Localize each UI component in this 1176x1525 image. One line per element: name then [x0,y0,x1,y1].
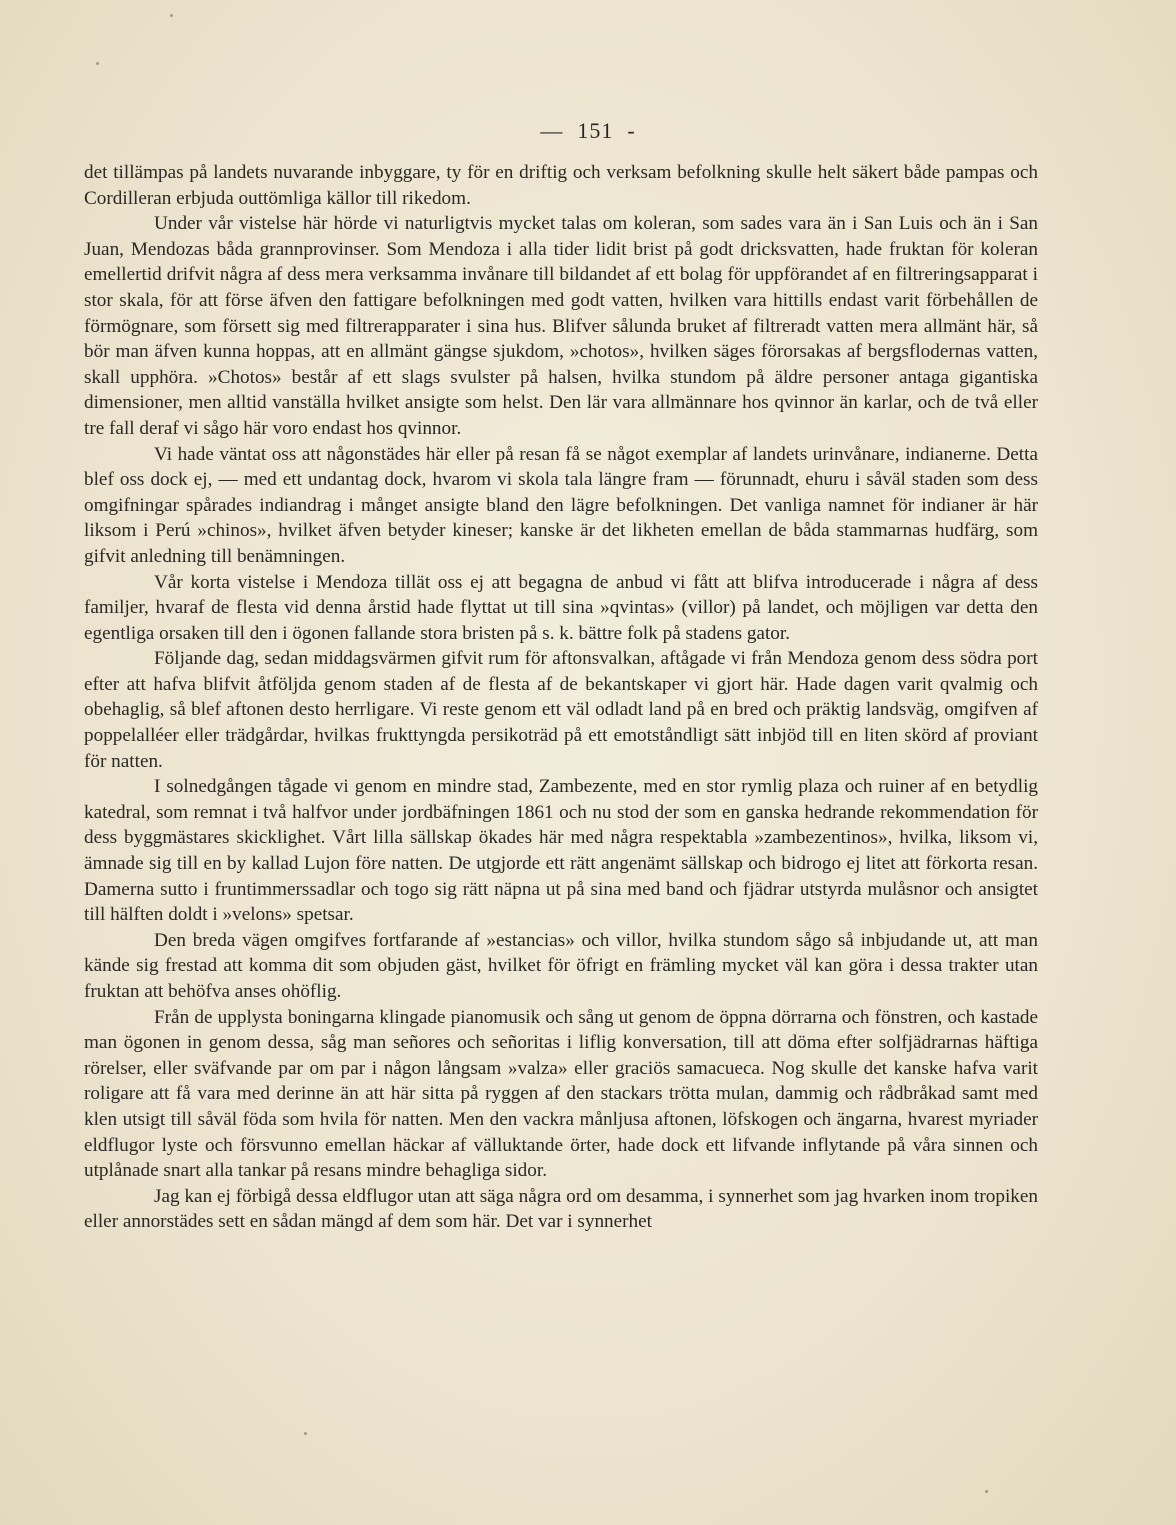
paragraph-indians: Vi hade väntat oss att någonstädes här eller på resan få se något exemplar af landets urinvånare, indianerne. Detta blef oss dock ej, — med ett undantag dock, hvarom vi skola tala längre fram — förunnadt, ehuru i såväl staden som dess omgifningar spårades indiandrag i månget ansigte bland den lägre befolkningen. Det vanliga namnet för indianer är här liksom i Perú »chinos», hvilket äfven betyder kineser; kanske är det likheten emellan de båda stammarnas hudfärg, som gifvit anledning till benämningen. [84,443,1038,567]
body-text [84,160,1038,1235]
paper-speck [985,1490,988,1493]
paragraph-cholera: Under vår vistelse här hörde vi naturligtvis mycket talas om koleran, som sades vara än i San Luis och än i San Juan, Mendozas båda grannprovinser. Som Mendoza i alla tider lidit brist på godt dricksvatten, hade fruktan för koleran emellertid drifvit några af dess mera verksamma invånare till bildandet af ett bolag för uppförandet af en filtreringsapparat i stor skala, för att förse äfven den fattigare befolkningen med godt vatten, hvilken vara hittills endast varit förbehållen de förmögnare, som försett sig med filtrerapparater i sina hus. Blifver sålunda bruket af filtreradt vatten mera allmänt här, så bör man äfven kunna hoppas, att en allmänt gängse sjukdom, »chotos», hvilken säges förorsakas af bergsflodernas vatten, skall upphöra. »Chotos» består af ett slags svulster på halsen, hvilka stundom på äldre personer antaga gigantiska dimensioner, men alltid vanställa hvilket ansigte som helst. Den lär vara allmännare hos qvinnor än karlar, och de två eller tre fall deraf vi sågo här voro endast hos qvinnor. [84,213,1038,439]
paragraph-music: Från de upplysta boningarna klingade pianomusik och sång ut genom de öppna dörrarna och fönstren, och kastade man ögonen in genom dessa, såg man señores och señoritas i liflig konversation, till att döma efter solfjädrarnas häftiga rörelser, eller sväfvande par om par i någon långsam »valza» eller graciös samacueca. Nog skulle det kanske hafva varit roligare att få vara med derinne än att här sitta på ryggen af den stackars trötta mulan, dammig och rådbråkad samt med klen utsigt till såväl föda som hvila för natten. Men den vackra månljusa aftonen, löfskogen och ängarna, hvarest myriader eldflugor lyste och försvunno emellan häckar af välluktande örter, hade dock ett lifvande inflytande på våra sinnen och utplånade snart alla tankar på resans mindre behagliga sidor. [84,1006,1038,1182]
paragraph-zambezente: I solnedgången tågade vi genom en mindre stad, Zambezente, med en stor rymlig plaza och ruiner af en betydlig katedral, som remnat i två halfvor under jordbäfningen 1861 och nu stod der som en ganska hedrande rekommendation för dess byggmästares skicklighet. Vårt lilla sällskap ökades här med några respektabla »zambezentinos», hvilka, liksom vi, ämnade sig till en by kallad Lujon före natten. De utgjorde ett rätt angenämt sällskap och bidrogo ej litet att förkorta resan. Damerna sutto i fruntimmerssadlar och togo sig rätt näpna ut på sina med band och fjädrar utstyrda mulåsnor och ansigtet till hälften doldt i »velons» spetsar. [84,776,1038,926]
paragraph-continuation: det tillämpas på landets nuvarande inbyggare, ty för en driftig och verksam befolkning skulle helt säkert både pampas och Cordilleran erbjuda outtömliga källor till rikedom. [84,162,1038,209]
paragraph-fireflies: Jag kan ej förbigå dessa eldflugor utan att säga några ord om desamma, i synnerhet som jag hvarken inom tropiken eller annorstädes sett en sådan mängd af dem som här. Det var i synnerhet [84,1185,1038,1233]
page-number: 151 [577,118,614,143]
page-number-dash-left: — [540,118,564,143]
page-number-header [0,118,1176,144]
page-number-dash-right: - [627,118,636,143]
paragraph-departure: Följande dag, sedan middagsvärmen gifvit rum för aftonsvalkan, aftågade vi från Mendoza genom dess södra port efter att hafva blifvit åtföljda genom staden af de flesta af de bekantskaper vi gjort här. Hade dagen varit qvalmig och obehaglig, så blef aftonen desto herrligare. Vi reste genom ett väl odladt land på en bred och präktig landsväg, omgifven af poppelalléer eller trädgårdar, hvilkas frukttyngda persikoträd på ett emotståndligt sätt inbjöd till en liten skörd af proviant för natten. [84,648,1038,772]
paragraph-estancias: Den breda vägen omgifves fortfarande af »estancias» och villor, hvilka stundom sågo så inbjudande ut, att man kände sig frestad att komma dit som objuden gäst, hvilket för öfrigt en främling mycket väl kan göra i dessa trakter utan fruktan att behöfva anses ohöflig. [84,929,1038,1002]
paper-speck [170,14,173,17]
paragraph-short-stay: Vår korta vistelse i Mendoza tillät oss ej att begagna de anbud vi fått att blifva introducerade i några af dess familjer, hvaraf de flesta vid denna årstid hade flyttat ut till sina »qvintas» (villor) på landet, och möjligen var detta den egentliga orsaken till den i ögonen fallande stora bristen på s. k. bättre folk på stadens gator. [84,571,1038,644]
paper-speck [96,62,99,65]
paper-speck [304,1432,307,1435]
